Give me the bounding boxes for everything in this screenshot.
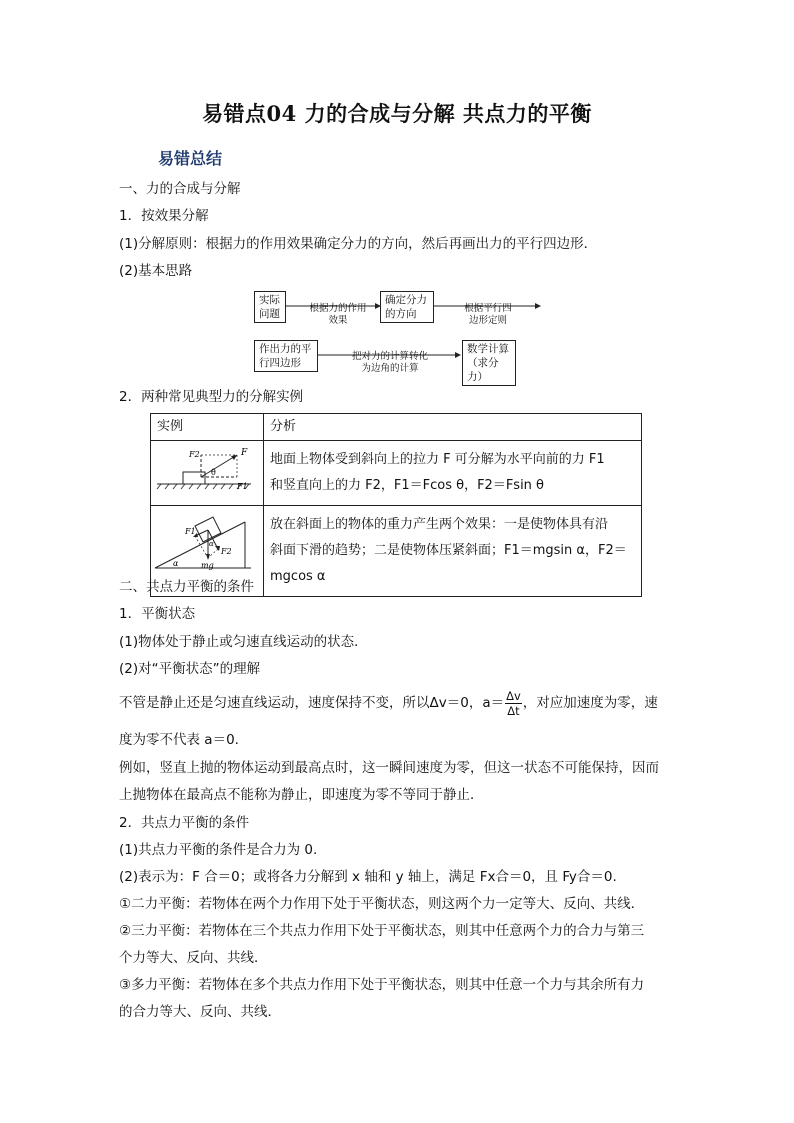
paragraph-acceleration: [119, 688, 658, 718]
fraction-numerator: Δv: [506, 688, 521, 703]
table-row: [151, 441, 642, 506]
item-1-2: 2．两种常见典型力的分解实例: [119, 389, 304, 405]
flow-box-math: 数学计算（求分力）: [462, 340, 516, 386]
flow-label-parallelogram: 根据平行四边形定则: [464, 303, 512, 326]
analysis-row2-line2: 斜面下滑的趋势；二是使物体压紧斜面；F1＝mgsin α，F2＝: [270, 543, 627, 558]
page-title: 易错点04 力的合成与分解 共点力的平衡: [202, 101, 592, 126]
item-2-1: 1．平衡状态: [119, 606, 196, 622]
label-F1: F1: [237, 482, 248, 491]
label-F1: F1: [185, 527, 196, 536]
label-F2: F2: [221, 547, 232, 556]
flow-box-direction: 确定分力的方向: [380, 291, 434, 323]
paragraph-equilibrium-state: (1)物体处于静止或匀速直线运动的状态．: [119, 634, 368, 650]
heading-section2: 二、共点力平衡的条件: [119, 579, 254, 595]
table-head-analysis: 分析: [264, 414, 642, 441]
section-subtitle: 易错总结: [158, 149, 223, 168]
pull-force-diagram: [151, 441, 257, 495]
paragraph-example-line2: 上抛物体在最高点不能称为静止，即速度为零不等同于静止．: [119, 787, 484, 803]
decomposition-table: [150, 413, 642, 597]
label-F: F: [241, 448, 248, 458]
paragraph-multi-force-line2: 的合力等大、反向、共线．: [119, 1004, 281, 1020]
label-theta: θ: [211, 468, 216, 477]
label-F2: F2: [189, 450, 200, 459]
paragraph-three-force-line2: 个力等大、反向、共线．: [119, 950, 268, 966]
flow-diagram: [254, 289, 544, 383]
paragraph-two-force: ①二力平衡：若物体在两个力作用下处于平衡状态，则这两个力一定等大、反向、共线．: [119, 896, 645, 912]
heading-section1: 一、力的合成与分解: [119, 181, 241, 197]
analysis-row1-line2: 和竖直向上的力 F2，F1＝Fcos θ，F2＝Fsin θ: [270, 478, 545, 493]
analysis-cell-row2: [264, 506, 642, 597]
paragraph-understanding: (2)对“平衡状态”的理解: [119, 661, 261, 677]
analysis-row2-line1: 放在斜面上的物体的重力产生两个效果：一是使物体具有沿: [270, 517, 609, 532]
paragraph-representation: (2)表示为：F 合＝0；或将各力分解到 x 轴和 y 轴上，满足 Fx合＝0，且 Fy合＝0.: [119, 869, 617, 885]
acceleration-text-after: ，对应加速度为零，速: [522, 695, 658, 711]
fraction-denominator: Δt: [507, 703, 520, 718]
fraction-dv-dt: [505, 689, 522, 718]
flow-box-actual-problem: 实际问题: [254, 291, 286, 323]
analysis-row1-line1: 地面上物体受到斜向上的拉力 F 可分解为水平向前的力 F1: [270, 452, 605, 467]
paragraph-example-line1: 例如，竖直上抛的物体运动到最高点时，这一瞬间速度为零，但这一状态不可能保持，因而: [119, 760, 659, 776]
label-alpha: α: [173, 559, 179, 568]
analysis-row2-line3: mgcos α: [270, 569, 326, 584]
label-mg: mg: [201, 561, 214, 570]
item-2-2: 2．共点力平衡的条件: [119, 815, 250, 831]
flow-label-convert: 把对力的计算转化为边角的计算: [351, 351, 428, 374]
item-1-1: 1．按效果分解: [119, 208, 209, 224]
paragraph-acceleration-line2: 度为零不代表 a＝0.: [119, 732, 239, 748]
flow-label-by-effect: 根据力的作用效果: [309, 303, 367, 326]
acceleration-text-before: 不管是静止还是匀速直线运动，速度保持不变，所以Δv＝0，a＝: [119, 695, 505, 711]
paragraph-net-force-zero: (1)共点力平衡的条件是合力为 0.: [119, 842, 318, 858]
figure-pull-on-ground: [151, 441, 264, 506]
table-head-example: 实例: [151, 414, 264, 441]
analysis-cell-row1: [264, 441, 642, 506]
table-header-row: [151, 414, 642, 441]
incline-diagram: [151, 506, 257, 586]
paragraph-decompose-principle: (1)分解原则：根据力的作用效果确定分力的方向，然后再画出力的平行四边形．: [119, 236, 598, 252]
paragraph-basic-idea: (2)基本思路: [119, 263, 193, 279]
label-alpha-inner: α: [209, 540, 214, 548]
paragraph-multi-force-line1: ③多力平衡：若物体在多个共点力作用下处于平衡状态，则其中任意一个力与其余所有力: [119, 977, 645, 993]
paragraph-three-force-line1: ②三力平衡：若物体在三个共点力作用下处于平衡状态，则其中任意两个力的合力与第三: [119, 923, 645, 939]
flow-box-draw-parallelogram: 作出力的平行四边形: [254, 340, 318, 372]
